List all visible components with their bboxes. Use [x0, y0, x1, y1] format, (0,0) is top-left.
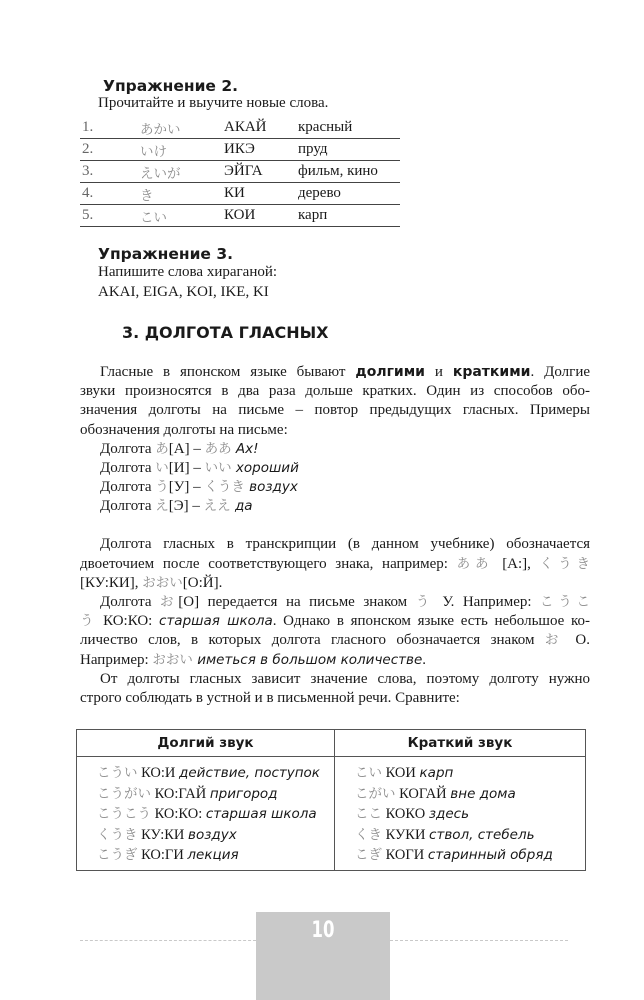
hiragana: う	[155, 479, 169, 496]
text: Долгота	[100, 498, 156, 515]
text-line	[80, 363, 590, 382]
translation: старшая школа	[205, 806, 317, 822]
translation: пригород	[209, 785, 278, 802]
hiragana: おおい	[152, 651, 193, 668]
text: двоеточием после соответствующего знака, например:	[80, 555, 457, 572]
text-line	[80, 555, 590, 574]
transcription: КИ	[222, 183, 296, 205]
italic-translation: старшая школа	[159, 613, 273, 630]
comparison-entry	[355, 825, 585, 846]
hiragana: お	[544, 632, 566, 649]
hiragana: くうき	[204, 479, 245, 496]
text: и	[424, 364, 453, 380]
text-line	[80, 421, 590, 440]
translation: лекция	[187, 847, 239, 863]
text: От долготы гласных зависит значение слова, поэтому долготу нужно	[100, 670, 590, 687]
transcription: КОИ	[385, 765, 416, 781]
transcription: КОКО	[385, 806, 426, 822]
text: обозначения долготы на письме:	[80, 421, 288, 438]
transcription: КО:ГАЙ	[154, 785, 207, 802]
hiragana: お	[160, 594, 179, 610]
hiragana: こうい	[97, 765, 138, 781]
hiragana: いけ	[138, 139, 222, 161]
hiragana: こうこ	[540, 594, 591, 610]
long-sound-column	[77, 757, 335, 871]
hiragana: ここ	[355, 806, 382, 822]
text: Гласные в японском языке бывают	[100, 364, 356, 380]
translation: здесь	[428, 806, 470, 822]
translation: красный	[296, 117, 400, 139]
vocabulary-row	[80, 139, 400, 161]
text: [Э] –	[168, 498, 204, 515]
text: У. Например:	[433, 594, 541, 610]
transcription: КО:ГИ	[141, 847, 184, 863]
italic-translation: хороший	[231, 460, 299, 476]
italic-translation: да	[230, 498, 253, 515]
text: Долгота	[100, 440, 156, 457]
footer-divider-left	[80, 940, 256, 941]
page-number-box	[256, 912, 390, 1000]
hiragana: こい	[355, 765, 382, 781]
exercise-3-instruction: Напишите слова хираганой:	[98, 264, 278, 280]
text: [О:Й].	[182, 574, 223, 591]
row-number: 3.	[80, 161, 138, 183]
translation: карп	[419, 765, 454, 781]
exercise-3-words: AKAI, EIGA, KOI, IKE, KI	[98, 284, 269, 300]
text-line	[80, 382, 590, 401]
comparison-entry	[97, 784, 334, 805]
text: строго соблюдать в устной и в письменной речи. Сравните:	[80, 690, 460, 706]
hiragana: あかい	[138, 117, 222, 139]
text: . Долгие	[530, 364, 591, 380]
transcription: ЭЙГА	[222, 161, 296, 183]
translation: воздух	[188, 826, 237, 843]
hiragana: ええ	[203, 498, 231, 515]
transcription: АКАЙ	[222, 117, 296, 139]
vocabulary-row	[80, 183, 400, 205]
text: О.	[565, 632, 590, 649]
row-number: 5.	[80, 205, 138, 227]
text: личество слов, в которых долгота гласного обозначается знаком	[80, 632, 545, 649]
hiragana: いい	[204, 460, 232, 476]
hiragana: う	[80, 613, 97, 630]
hiragana: くき	[355, 826, 382, 843]
page-number: 10	[311, 918, 335, 943]
text: Долгота	[100, 479, 156, 496]
text-line	[80, 401, 590, 420]
text: Долгота гласных в транскрипции (в данном учебнике) обозначается	[100, 536, 590, 553]
text: [КУ:КИ],	[80, 574, 143, 591]
hiragana: こうこう	[97, 806, 151, 822]
translation: дерево	[296, 183, 400, 205]
comparison-entry	[97, 825, 334, 846]
comparison-entry	[355, 804, 585, 825]
hiragana: き	[138, 183, 222, 205]
exercise-2-title: Упражнение 2.	[103, 77, 239, 95]
text-line	[80, 651, 590, 670]
text-line	[80, 593, 590, 612]
vocabulary-table	[80, 117, 400, 227]
hiragana: こぎ	[355, 847, 382, 863]
short-sound-column	[335, 757, 586, 871]
translation: старинный обряд	[427, 847, 553, 863]
comparison-entry	[97, 845, 334, 866]
bold-term: краткими	[452, 364, 531, 380]
translation: действие, поступок	[179, 765, 320, 781]
bold-term: долгими	[355, 364, 425, 380]
comparison-entry	[355, 763, 585, 784]
text-line	[80, 689, 590, 708]
text: КО:КО:	[96, 613, 160, 630]
hiragana: えいが	[138, 161, 222, 183]
text: Долгота	[100, 460, 156, 476]
vocabulary-row	[80, 161, 400, 183]
translation: вне дома	[450, 785, 516, 802]
section-title: 3. ДОЛГОТА ГЛАСНЫХ	[122, 323, 329, 342]
comparison-table	[76, 729, 586, 871]
comparison-entry	[355, 845, 585, 866]
transcription: КОИ	[222, 205, 296, 227]
hiragana: ああ	[456, 555, 494, 572]
text-line	[80, 497, 590, 516]
row-number: 4.	[80, 183, 138, 205]
comparison-entry	[355, 784, 585, 805]
text: Например:	[80, 651, 153, 668]
text-line	[80, 440, 590, 459]
vocabulary-row	[80, 205, 400, 227]
text: [А:],	[493, 555, 540, 572]
text-line	[80, 670, 590, 689]
text-line	[80, 535, 590, 554]
hiragana: う	[415, 594, 434, 610]
text-line	[80, 612, 590, 631]
text: Долгота	[100, 594, 160, 610]
text-line	[80, 631, 590, 650]
hiragana: こがい	[355, 785, 396, 802]
text-line	[80, 574, 590, 593]
hiragana: くうき	[97, 826, 138, 843]
translation: пруд	[296, 139, 400, 161]
italic-translation: воздух	[244, 479, 298, 496]
row-number: 2.	[80, 139, 138, 161]
text-line	[80, 478, 590, 497]
italic-translation: Ах!	[231, 440, 259, 457]
text: [А] –	[168, 440, 205, 457]
transcription: КУКИ	[385, 826, 426, 843]
transcription: КО:КО:	[154, 806, 203, 822]
vocabulary-row	[80, 117, 400, 139]
translation: карп	[296, 205, 400, 227]
hiragana: ああ	[204, 440, 232, 457]
text: значения долготы на письме – повтор предыдущих гласных. Примеры	[80, 402, 590, 419]
comparison-entry	[97, 763, 334, 784]
exercise-3-title: Упражнение 3.	[98, 245, 234, 263]
text: .	[422, 651, 427, 668]
italic-translation: иметься в большом количестве	[192, 651, 423, 668]
exercise-2-instruction: Прочитайте и выучите новые слова.	[98, 95, 329, 111]
text: [О] передается на письме знаком	[178, 594, 416, 610]
text: [У] –	[168, 479, 205, 496]
transcription: КУ:КИ	[141, 826, 185, 843]
text: звуки произносятся в два раза дольше кратких. Один из способов обо-	[80, 383, 590, 400]
hiragana: こい	[138, 205, 222, 227]
text: [И] –	[168, 460, 205, 476]
hiragana: え	[155, 498, 169, 515]
hiragana: い	[155, 460, 169, 476]
hiragana: こうがい	[97, 785, 151, 802]
row-number: 1.	[80, 117, 138, 139]
text-line	[80, 459, 590, 478]
translation: ствол, стебель	[429, 826, 535, 843]
text: . Однако в японском языке есть небольшое ко-	[272, 613, 590, 630]
transcription: КОГИ	[385, 847, 425, 863]
translation: фильм, кино	[296, 161, 400, 183]
hiragana: あ	[155, 440, 169, 457]
hiragana: こうぎ	[97, 847, 138, 863]
footer-divider-right	[390, 940, 568, 941]
transcription: КОГАЙ	[399, 785, 447, 802]
header-short-sound: Краткий звук	[335, 730, 586, 757]
transcription: КО:И	[141, 765, 176, 781]
comparison-entry	[97, 804, 334, 825]
hiragana: くうき	[539, 555, 591, 572]
transcription: ИКЭ	[222, 139, 296, 161]
hiragana: おおい	[142, 574, 183, 591]
header-long-sound: Долгий звук	[77, 730, 335, 757]
